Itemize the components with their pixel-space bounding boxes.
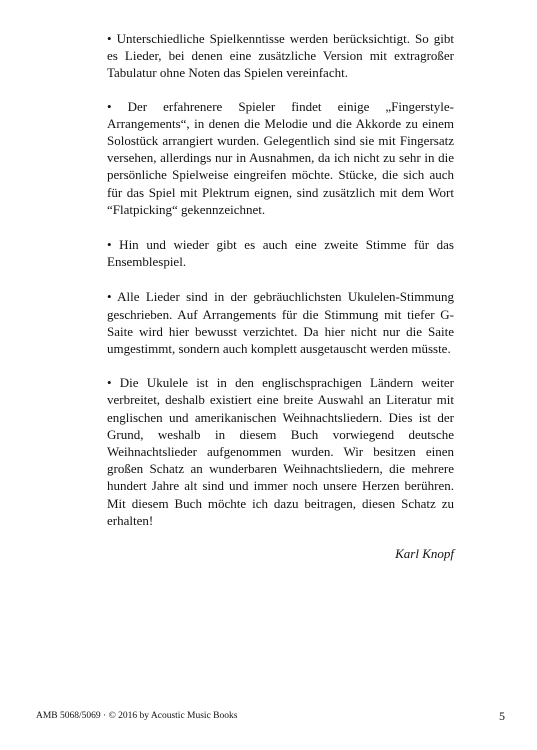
paragraph-tablature: • Unterschiedliche Spielkenntisse werden berücksichtigt. So gibt es Lieder, bei denen eine zusätzliche Version mit extragroßer Tabulatur ohne Noten das Spielen vereinfacht. (107, 31, 454, 81)
paragraph-tuning: • Alle Lieder sind in der gebräuchlichsten Ukulelen-Stimmung geschrieben. Auf Arrangements für die Stimmung mit tiefer G-Saite wird hier bewusst verzichtet. Da hier nicht nur die Saite umgestimmt, sondern auch komplett ausgetauscht werden müsste. (107, 289, 454, 357)
footer-catalog: AMB 5068/5069 · © 2016 by Acoustic Music Books (36, 711, 238, 721)
page-number: 5 (499, 709, 505, 723)
paragraph-christmas-songs: • Die Ukulele ist in den englischsprachigen Ländern weiter verbreitet, deshalb existiert eine breite Auswahl an Literatur mit englischen und amerikanischen Weihnachtsliedern. Dies ist der Grund, weshalb in diesem Buch vorwiegend deutsche Weihnachtslieder aufgenommen wurden. Wir besitzen einen großen Schatz an wunderbaren Weihnachtsliedern, die mehrere hundert Jahre alt sind und immer noch unsere Herzen berühren. Mit diesem Buch möchte ich dazu beitragen, diesen Schatz zu erhalten! (107, 375, 454, 528)
paragraph-second-voice: • Hin und wieder gibt es auch eine zweite Stimme für das Ensemblespiel. (107, 237, 454, 270)
author-signature: Karl Knopf (395, 546, 454, 562)
paragraph-fingerstyle: • Der erfahrenere Spieler findet einige „Fingerstyle-Arrangements“, in denen die Melodie und die Akkorde zu einem Solostück arrangiert wurden. Gelegentlich sind sie mit Fingersatz versehen, allerdings nur in Ausnahmen, da ich nicht zu sehr in die persönliche Spielweise eingreifen möchte. Stücke, die sich auch für das Spiel mit Plektrum eignen, sind zusätzlich mit dem Wort “Flatpicking“ gekennzeichnet. (107, 98, 454, 217)
main-text (107, 30, 454, 562)
